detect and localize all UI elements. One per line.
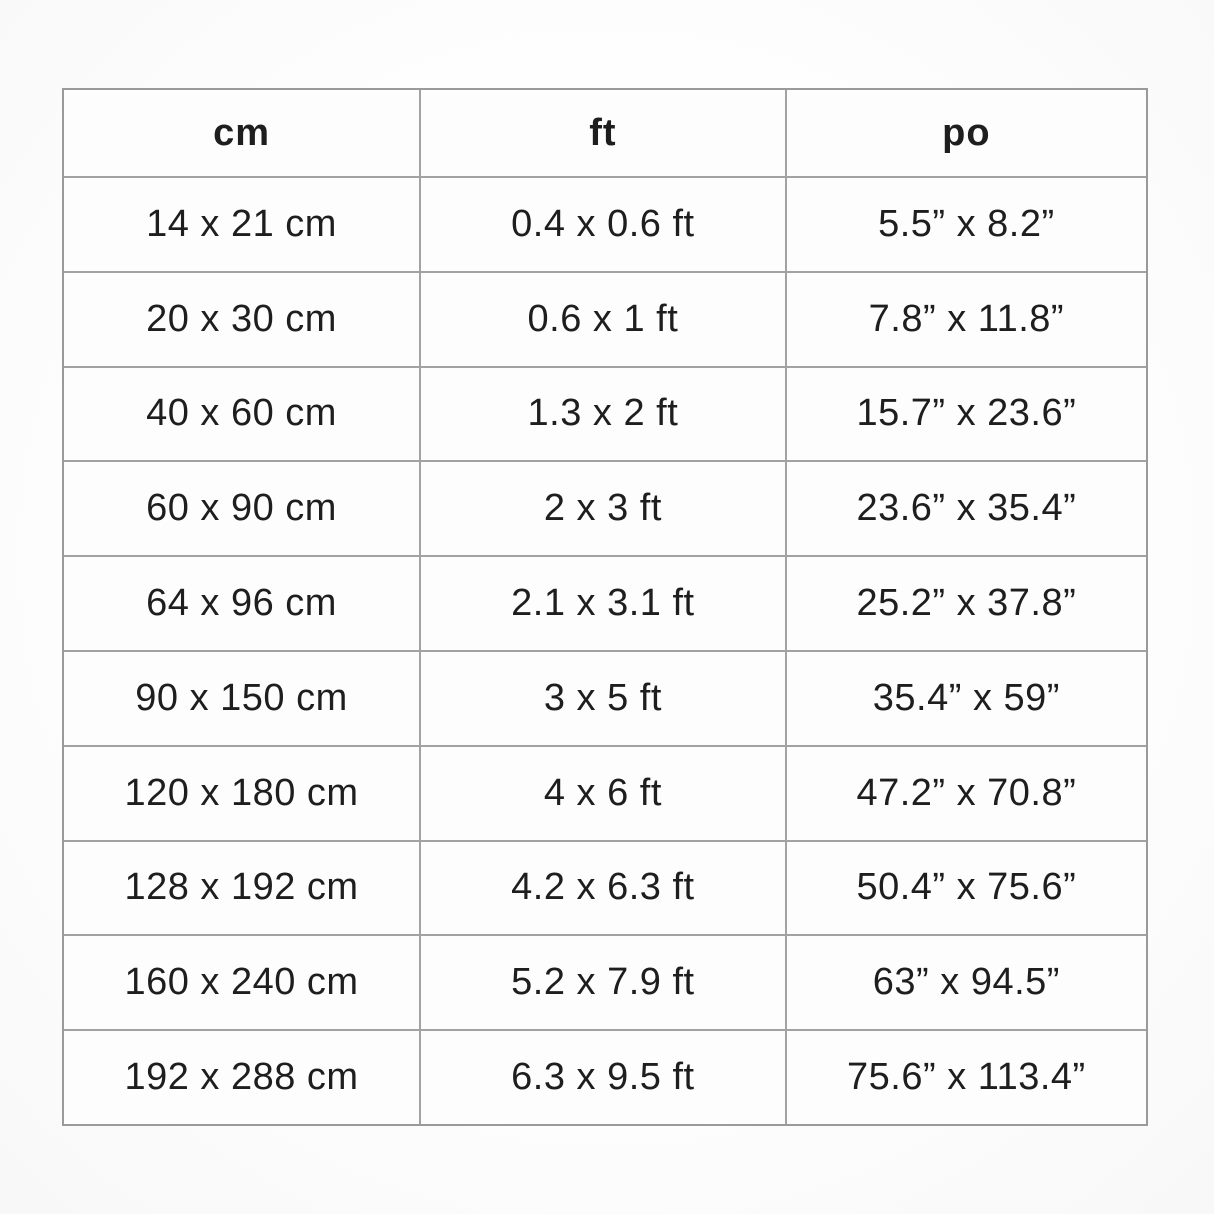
size-conversion-table — [62, 88, 1148, 1126]
table-row — [64, 747, 1146, 842]
cell-ft: 4.2 x 6.3 ft — [421, 842, 787, 935]
header-row — [64, 90, 1146, 178]
table-row — [64, 462, 1146, 557]
cell-cm: 128 x 192 cm — [64, 842, 421, 935]
cell-ft: 6.3 x 9.5 ft — [421, 1031, 787, 1124]
cell-cm: 64 x 96 cm — [64, 557, 421, 650]
cell-po: 63” x 94.5” — [872, 961, 1060, 1004]
header-cell-ft: ft — [421, 90, 787, 176]
cell-cm: 14 x 21 cm — [64, 178, 421, 271]
cell-po: 23.6” x 35.4” — [856, 487, 1077, 530]
cell-ft: 2.1 x 3.1 ft — [421, 557, 787, 650]
cell-cm: 120 x 180 cm — [64, 747, 421, 840]
cell-po: 50.4” x 75.6” — [856, 866, 1077, 909]
cell-po: 35.4” x 59” — [872, 676, 1060, 719]
cell-ft: 5.2 x 7.9 ft — [421, 936, 787, 1029]
cell-ft: 1.3 x 2 ft — [421, 368, 787, 461]
cell-cm: 160 x 240 cm — [64, 936, 421, 1029]
cell-cm: 20 x 30 cm — [64, 273, 421, 366]
table-row — [64, 557, 1146, 652]
cell-cm: 60 x 90 cm — [64, 462, 421, 555]
table-row — [64, 368, 1146, 463]
header-cell-po: po — [942, 111, 991, 154]
cell-po: 47.2” x 70.8” — [856, 771, 1077, 814]
table-row — [64, 178, 1146, 273]
table-row — [64, 652, 1146, 747]
cell-po: 25.2” x 37.8” — [856, 582, 1077, 625]
cell-po: 7.8” x 11.8” — [868, 297, 1065, 340]
cell-cm: 40 x 60 cm — [64, 368, 421, 461]
cell-ft: 4 x 6 ft — [421, 747, 787, 840]
cell-ft: 2 x 3 ft — [421, 462, 787, 555]
cell-po: 75.6” x 113.4” — [847, 1056, 1086, 1099]
table-row — [64, 1031, 1146, 1124]
header-cell-cm: cm — [64, 90, 421, 176]
cell-cm: 90 x 150 cm — [64, 652, 421, 745]
cell-po: 5.5” x 8.2” — [878, 202, 1055, 245]
cell-ft: 0.6 x 1 ft — [421, 273, 787, 366]
table-row — [64, 936, 1146, 1031]
cell-cm: 192 x 288 cm — [64, 1031, 421, 1124]
cell-ft: 3 x 5 ft — [421, 652, 787, 745]
table-row — [64, 273, 1146, 368]
cell-ft: 0.4 x 0.6 ft — [421, 178, 787, 271]
table-row — [64, 842, 1146, 937]
cell-po: 15.7” x 23.6” — [856, 392, 1077, 435]
